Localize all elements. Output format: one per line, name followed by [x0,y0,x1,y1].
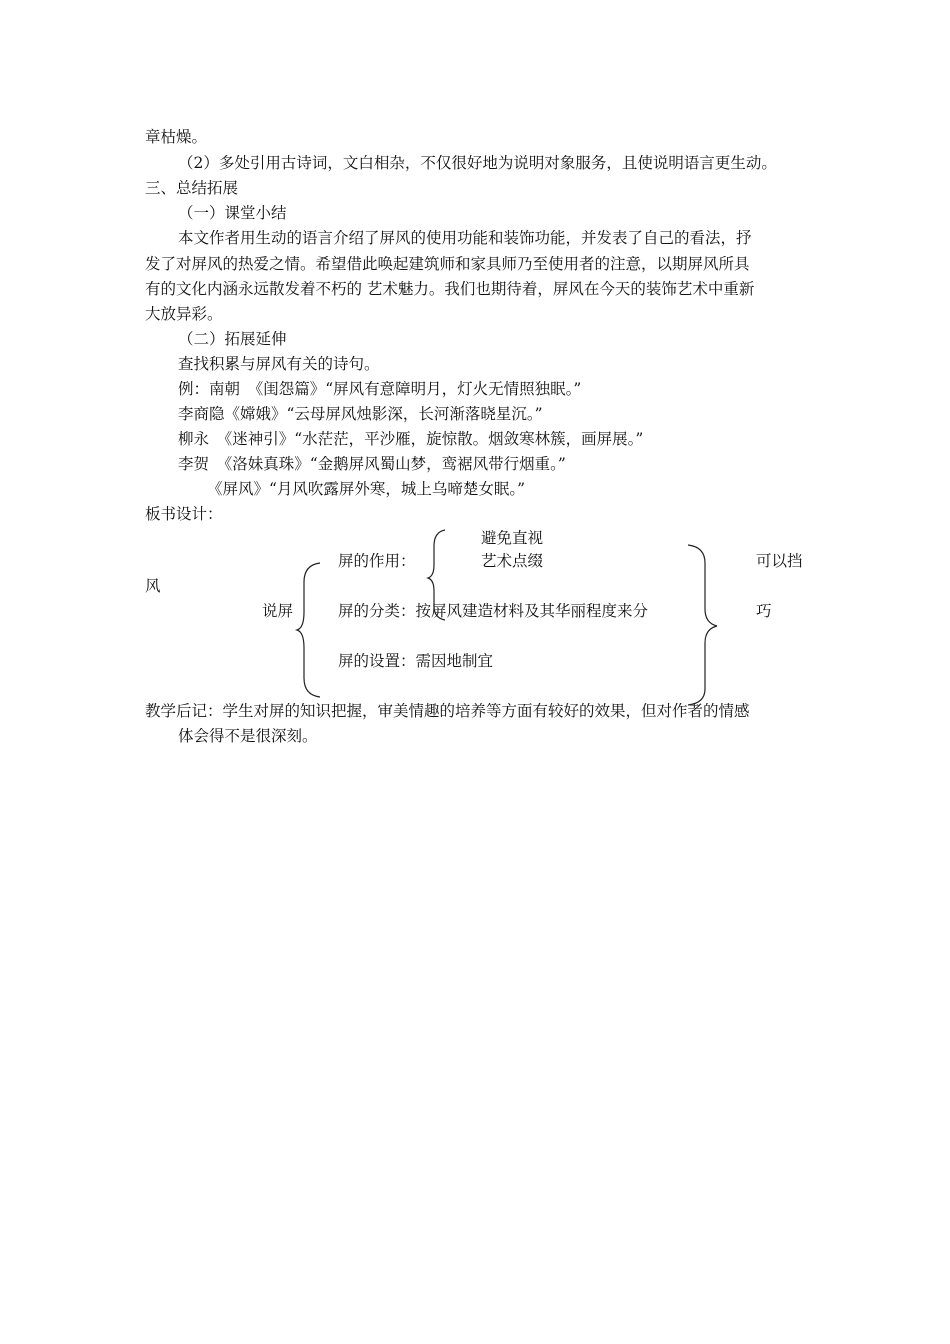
board-topic: 说屏 [262,602,294,620]
board-setting: 屏的设置：需因地制宜 [338,652,494,670]
poem-line-1: 例：南朝 《闺怨篇》“屏风有意障明月，灯火无情照独眠。” [178,380,582,398]
text-line-6: 发了对屏风的热爱之情。希望借此唤起建筑师和家具师乃至使用者的注意，以期屏风所具 [145,255,750,273]
text-line-10: 查找积累与屏风有关的诗句。 [178,355,380,373]
subsection-heading-extension: （二）拓展延伸 [178,330,287,348]
afterword-line-1: 教学后记：学生对屏的知识把握，审美情趣的培养等方面有较好的效果，但对作者的情感 [145,702,750,720]
poem-line-5: 《屏风》“月风吹露屏外寒，城上乌啼楚女眠。” [207,480,526,498]
board-avoid-direct-view: 避免直视 [481,529,544,547]
board-category: 屏的分类：按屏风建造材料及其华丽程度来分 [338,602,649,620]
right-brace [688,545,717,705]
board-art-decoration: 艺术点缀 [481,552,544,570]
board-clever: 巧 [756,602,772,620]
afterword-line-2: 体会得不是很深刻。 [178,727,318,745]
board-can-block: 可以挡 [756,552,803,570]
board-design-heading: 板书设计： [145,505,223,523]
board-wind: 风 [145,577,161,595]
poem-line-4: 李贺 《洛妹真珠》“金鹅屏风蜀山梦，鸾裾风带行烟重。” [178,455,566,473]
subsection-heading-summary: （一）课堂小结 [178,204,287,222]
text-line-2: （2）多处引用古诗词，文白相杂，不仅很好地为说明对象服务，且使说明语言更生动。 [178,154,777,172]
poem-line-3: 柳永 《迷神引》“水茫茫，平沙雁，旋惊散。烟敛寒林簇，画屏展。” [178,430,644,448]
text-line-1: 章枯燥。 [145,128,208,146]
poem-line-2: 李商隐《嫦娥》“云母屏风烛影深，长河渐落晓星沉。” [178,405,543,423]
text-line-7: 有的文化内涵永远散发着不朽的 艺术魅力。我们也期待着，屏风在今天的装饰艺术中重新 [145,280,755,298]
left-brace [297,563,320,697]
board-function-label: 屏的作用： [338,552,416,570]
text-line-8: 大放异彩。 [145,305,223,323]
text-line-5: 本文作者用生动的语言介绍了屏风的使用功能和装饰功能，并发表了自己的看法，抒 [178,229,752,247]
section-heading: 三、总结拓展 [145,179,239,197]
